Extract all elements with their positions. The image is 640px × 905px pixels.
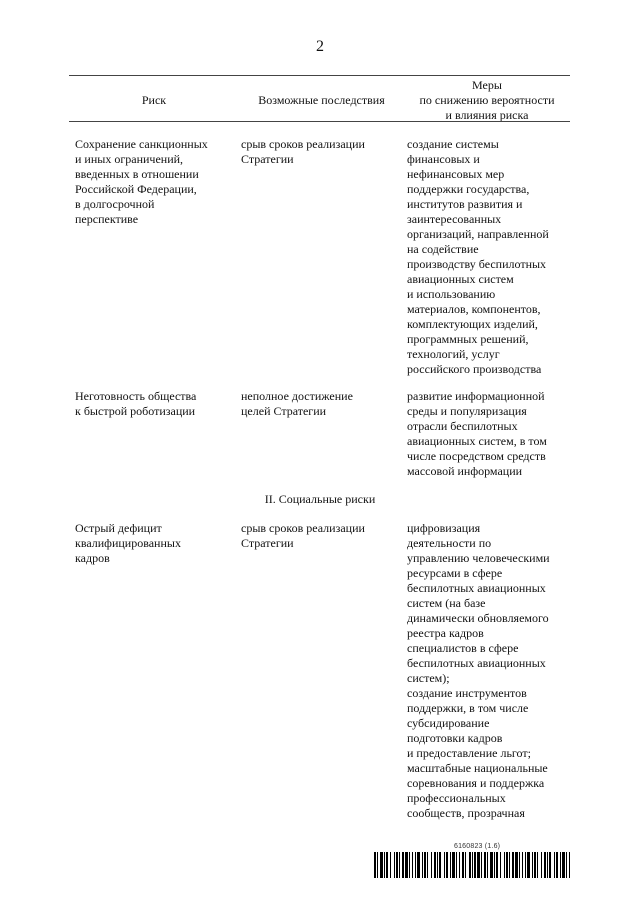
measures-cell: цифровизация деятельности по управлению человеческими ресурсами в сфере беспилотных авиационных систем (на базе динамически обновляемого реестра кадров специалистов в сфере беспилотных авиационных систем); создание инструментов поддержки, в том числе субсидирование подготовки кадров и предоставление льгот; масштабные национальные соревнования и поддержка профессиональных сообществ, прозрачная — [407, 521, 550, 820]
measures-cell: развитие информационной среды и популяризация отрасли беспилотных авиационных систем, в том числе посредством средств массовой информации — [407, 389, 547, 478]
table-header-rule — [69, 121, 570, 122]
table-top-rule — [69, 75, 570, 76]
consequences-cell: неполное достижение целей Стратегии — [241, 389, 353, 418]
risk-cell: Неготовность общества к быстрой роботизации — [75, 389, 197, 418]
page-number: 2 — [316, 38, 324, 55]
header-risk: Риск — [141, 93, 167, 107]
consequences-cell: срыв сроков реализации Стратегии — [241, 521, 365, 550]
header-consequences: Возможные последствия — [258, 93, 385, 107]
risk-cell: Сохранение санкционных и иных ограничений, введенных в отношении Российской Федерации, в долгосрочной перспективе — [75, 137, 208, 226]
document-code: 6160823 (1.6) — [454, 843, 501, 850]
risk-cell: Острый дефицит квалифицированных кадров — [75, 521, 181, 565]
consequences-cell: срыв сроков реализации Стратегии — [241, 137, 365, 166]
header-measures: Меры по снижению вероятности и влияния риска — [419, 78, 555, 122]
section-heading: II. Социальные риски — [264, 492, 376, 506]
barcode-icon — [374, 852, 570, 878]
measures-cell: создание системы финансовых и нефинансовых мер поддержки государства, институтов развития и заинтересованных организаций, направленной на содействие производству беспилотных авиационных систем и использованию материалов, компонентов, комплектующих изделий, программных решений, технологий, услуг российского производства — [407, 137, 549, 376]
